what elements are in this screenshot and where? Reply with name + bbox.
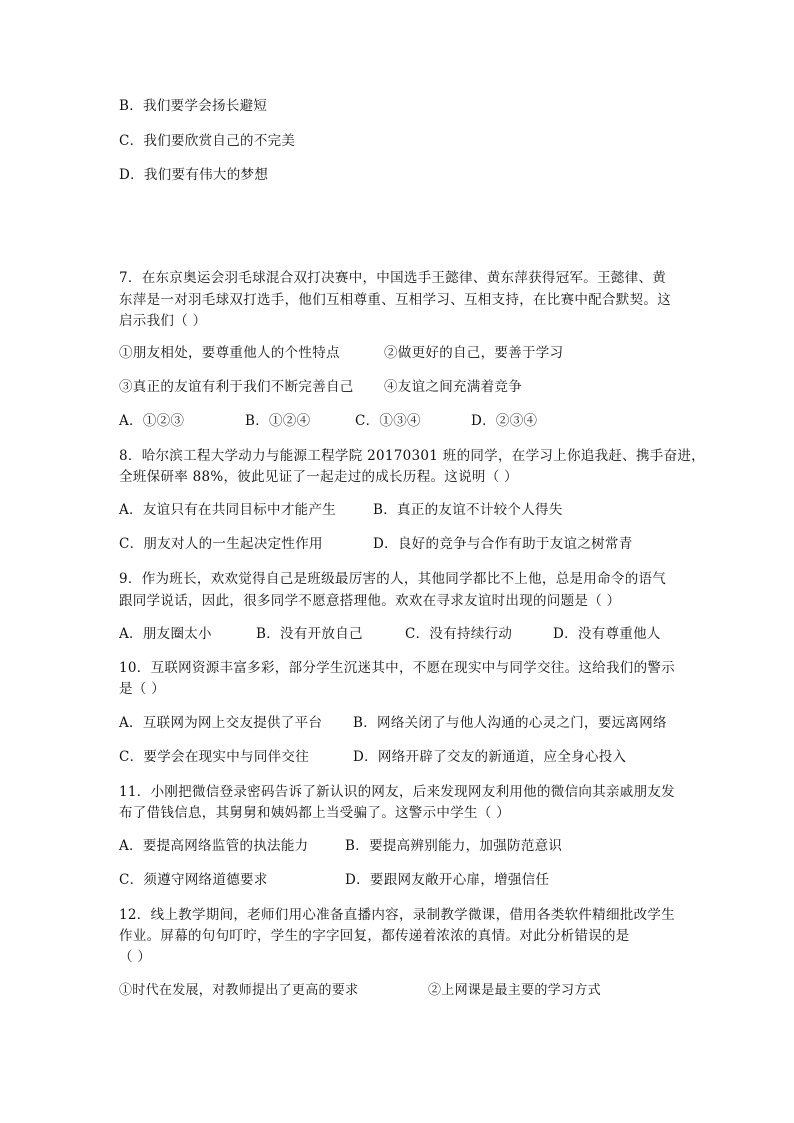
q7-statement-1: ①朋友相处，要尊重他人的个性特点 (119, 345, 340, 361)
q12-stem-line-3: （ ） (119, 949, 152, 965)
q9-stem-line-1: 9．作为班长，欢欢觉得自己是班级最厉害的人，其他同学都比不上他，总是用命令的语气 (119, 571, 667, 587)
q10-choice-b: B．网络关闭了与他人沟通的心灵之门，要远离网络 (353, 715, 667, 731)
q11-choice-b: B．要提高辨别能力，加强防范意识 (345, 838, 563, 854)
q12-statement-1: ①时代在发展，对教师提出了更高的要求 (119, 983, 359, 998)
q8-stem-line-1: 8．哈尔滨工程大学动力与能源工程学院 20170301 班的同学，在学习上你追我赶、携手奋进， (119, 448, 705, 464)
q6-option-d: D．我们要有伟大的梦想 (119, 167, 269, 183)
q10-choice-d: D．网络开辟了交友的新通道，应全身心投入 (353, 749, 627, 765)
q9-choice-d: D．没有尊重他人 (553, 626, 661, 642)
q10-choice-a: A．互联网为网上交友提供了平台 (119, 715, 323, 731)
q8-choice-a: A．友谊只有在共同目标中才能产生 (119, 502, 337, 518)
q11-choice-a: A．要提高网络监管的执法能力 (119, 838, 309, 854)
q9-choice-c: C．没有持续行动 (405, 626, 513, 642)
q7-choice-c: C．①③④ (355, 413, 421, 429)
q9-stem-line-2: 跟同学说话，因此，很多同学不愿意搭理他。欢欢在寻求友谊时出现的问题是（ ） (119, 593, 621, 609)
q12-stem-line-1: 12．线上教学期间，老师们用心准备直播内容，录制教学微课，借用各类软件精细批改学生 (119, 907, 675, 923)
q12-statement-2: ②上网课是最主要的学习方式 (428, 983, 601, 998)
q11-stem-line-2: 布了借钱信息，其舅舅和姨妈都上当受骗了。这警示中学生（ ） (119, 805, 510, 821)
q12-stem-line-2: 作业。屏幕的句句叮咛，学生的字字回复，都传递着浓浓的真情。对此分析错误的是 (119, 928, 630, 944)
q6-option-c: C．我们要欣赏自己的不完美 (119, 133, 296, 149)
q8-choice-c: C．朋友对人的一生起决定性作用 (119, 536, 323, 552)
q9-choice-b: B．没有开放自己 (256, 626, 363, 642)
q7-stem-line-1: 7．在东京奥运会羽毛球混合双打决赛中，中国选手王懿律、黄东萍获得冠军。王懿律、黄 (119, 270, 667, 286)
q9-choice-a: A．朋友圈太小 (119, 626, 212, 642)
q10-stem-line-2: 是（ ） (119, 681, 165, 697)
q11-choice-c: C．须遵守网络道德要求 (119, 872, 268, 888)
q10-stem-line-1: 10．互联网资源丰富多彩，部分学生沉迷其中，不愿在现实中与同学交往。这给我们的警示 (119, 660, 675, 676)
q7-choice-a: A．①②③ (119, 413, 185, 429)
q7-statement-2: ②做更好的自己，要善于学习 (384, 345, 564, 361)
q11-stem-line-1: 11．小刚把微信登录密码告诉了新认识的网友，后来发现网友利用他的微信向其亲戚朋友发 (119, 784, 675, 800)
q6-option-b: B．我们要学会扬长避短 (119, 98, 268, 114)
q7-statement-4: ④友谊之间充满着竞争 (384, 379, 522, 395)
q8-choice-d: D．良好的竞争与合作有助于友谊之树常青 (373, 536, 633, 552)
q7-choice-b: B．①②④ (245, 413, 311, 429)
q11-choice-d: D．要跟网友敞开心扉，增强信任 (345, 872, 550, 888)
q7-stem-line-2: 东萍是一对羽毛球双打选手，他们互相尊重、互相学习、互相支持，在比赛中配合默契。这 (119, 292, 671, 308)
q7-statement-3: ③真正的友谊有利于我们不断完善自己 (119, 379, 354, 395)
q7-choice-d: D．②③④ (471, 413, 538, 429)
q8-choice-b: B．真正的友谊不计较个人得失 (373, 502, 563, 518)
q7-stem-line-3: 启示我们（ ） (119, 313, 207, 329)
q8-stem-line-2: 全班保研率 88%，彼此见证了一起走过的成长历程。这说明（ ） (119, 469, 518, 485)
q10-choice-c: C．要学会在现实中与同伴交往 (119, 749, 310, 765)
